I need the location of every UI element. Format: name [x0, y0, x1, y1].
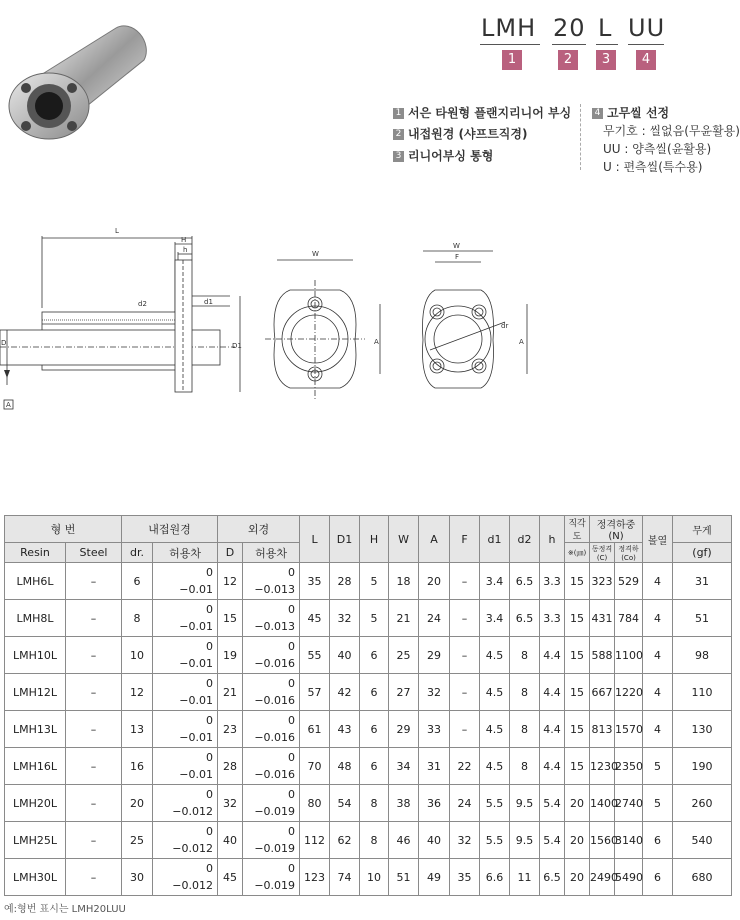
th-H: H: [360, 516, 389, 563]
cell-d1: 4.5: [480, 637, 510, 674]
cell-W: 21: [389, 600, 419, 637]
tolerance-upper: 0: [288, 714, 296, 727]
tolerance-lower: −0.019: [254, 879, 296, 892]
cell-D: 28: [218, 748, 243, 785]
cell-d2: 9.5: [510, 822, 540, 859]
cell-A: 32: [419, 674, 450, 711]
cell-A: 31: [419, 748, 450, 785]
tolerance-upper: 0: [288, 566, 296, 579]
cell-balls: 4: [643, 637, 673, 674]
cell-steel: –: [66, 600, 122, 637]
tolerance-upper: 0: [288, 603, 296, 616]
th-D1: D1: [330, 516, 360, 563]
cell-tolerance-inner: [153, 674, 218, 711]
cell-L: 61: [300, 711, 330, 748]
cell-C: 588: [590, 637, 615, 674]
table-row: [5, 711, 732, 748]
cell-resin: LMH20L: [5, 785, 66, 822]
tolerance-upper: 0: [206, 751, 214, 764]
tolerance-lower: −0.016: [254, 657, 296, 670]
cell-resin: LMH6L: [5, 563, 66, 600]
cell-w: 51: [673, 600, 732, 637]
legend-seal-title: 4 고무씰 선정: [592, 104, 669, 121]
cell-perp: 15: [565, 563, 590, 600]
cell-h: 5.4: [540, 785, 565, 822]
dim-label-W: W: [312, 250, 319, 258]
cell-steel: –: [66, 748, 122, 785]
cell-A: 49: [419, 859, 450, 896]
cell-D: 45: [218, 859, 243, 896]
th-tolerance-outer: 허용차: [243, 543, 300, 563]
tolerance-upper: 0: [288, 640, 296, 653]
cell-perp: 20: [565, 785, 590, 822]
cell-F: –: [450, 600, 480, 637]
code-number-1: 1: [502, 50, 522, 70]
th-D: D: [218, 543, 243, 563]
tolerance-upper: 0: [206, 566, 214, 579]
cell-D: 23: [218, 711, 243, 748]
cell-L: 123: [300, 859, 330, 896]
cell-D1: 28: [330, 563, 360, 600]
cell-resin: LMH13L: [5, 711, 66, 748]
dim-label-D: D: [1, 339, 7, 347]
cell-tolerance-inner: [153, 600, 218, 637]
cell-perp: 15: [565, 637, 590, 674]
code-part-type: L: [598, 14, 613, 42]
tolerance-upper: 0: [206, 640, 214, 653]
cell-dr: 10: [122, 637, 153, 674]
cell-dr: 30: [122, 859, 153, 896]
cell-resin: LMH30L: [5, 859, 66, 896]
table-header-row: [5, 516, 732, 543]
tolerance-upper: 0: [206, 788, 214, 801]
cell-w: 98: [673, 637, 732, 674]
cell-w: 680: [673, 859, 732, 896]
th-perpendicularity: 직각도: [565, 516, 590, 543]
cell-balls: 6: [643, 822, 673, 859]
th-dynamic-load: 동정격(C): [590, 543, 615, 563]
tolerance-lower: −0.016: [254, 731, 296, 744]
spec-table: [4, 515, 732, 896]
tolerance-lower: −0.01: [179, 583, 214, 596]
code-underline: [552, 44, 586, 45]
tolerance-lower: −0.01: [179, 620, 214, 633]
cell-D1: 40: [330, 637, 360, 674]
code-underline: [480, 44, 540, 45]
th-weight: 무게: [673, 516, 732, 543]
th-tolerance-inner: 허용차: [153, 543, 218, 563]
example-caption: 예:형번 표시는 LMH20LUU: [4, 904, 126, 915]
cell-tolerance-outer: [243, 785, 300, 822]
cell-D: 40: [218, 822, 243, 859]
th-d1: d1: [480, 516, 510, 563]
tolerance-lower: −0.016: [254, 768, 296, 781]
cell-dr: 12: [122, 674, 153, 711]
dim-label-h: h: [183, 246, 188, 254]
cell-balls: 6: [643, 859, 673, 896]
cell-C: 431: [590, 600, 615, 637]
cell-H: 5: [360, 563, 389, 600]
product-photo: [4, 18, 154, 148]
code-underline: [628, 44, 664, 45]
cell-w: 190: [673, 748, 732, 785]
cell-d1: 4.5: [480, 674, 510, 711]
cell-dr: 6: [122, 563, 153, 600]
cell-dr: 8: [122, 600, 153, 637]
cell-d2: 8: [510, 711, 540, 748]
dim-label-d1: d1: [204, 298, 213, 306]
cell-D1: 54: [330, 785, 360, 822]
tolerance-lower: −0.012: [172, 805, 214, 818]
cell-L: 57: [300, 674, 330, 711]
cell-L: 35: [300, 563, 330, 600]
cell-d2: 8: [510, 674, 540, 711]
cell-tolerance-inner: [153, 637, 218, 674]
cell-L: 45: [300, 600, 330, 637]
cell-D: 32: [218, 785, 243, 822]
th-F: F: [450, 516, 480, 563]
table-row: [5, 674, 732, 711]
cell-resin: LMH12L: [5, 674, 66, 711]
cell-D: 19: [218, 637, 243, 674]
tolerance-upper: 0: [288, 825, 296, 838]
table-row: [5, 785, 732, 822]
cell-D1: 62: [330, 822, 360, 859]
th-weight-unit: (gf): [673, 543, 732, 563]
cell-w: 130: [673, 711, 732, 748]
legend-divider: [580, 104, 581, 170]
tolerance-lower: −0.013: [254, 620, 296, 633]
cell-dr: 25: [122, 822, 153, 859]
cell-F: 24: [450, 785, 480, 822]
cell-steel: –: [66, 711, 122, 748]
cell-Co: 1220: [615, 674, 643, 711]
cell-Co: 3140: [615, 822, 643, 859]
cell-C: 813: [590, 711, 615, 748]
cell-D: 12: [218, 563, 243, 600]
cell-D1: 48: [330, 748, 360, 785]
cell-F: 32: [450, 822, 480, 859]
table-row: [5, 859, 732, 896]
tolerance-lower: −0.012: [172, 879, 214, 892]
cell-tolerance-inner: [153, 785, 218, 822]
cell-perp: 20: [565, 822, 590, 859]
cell-steel: –: [66, 674, 122, 711]
cell-steel: –: [66, 785, 122, 822]
cell-Co: 2740: [615, 785, 643, 822]
cell-tolerance-outer: [243, 600, 300, 637]
table-row: [5, 822, 732, 859]
cell-resin: LMH25L: [5, 822, 66, 859]
th-static-load: 정격하(Co): [615, 543, 643, 563]
cell-Co: 784: [615, 600, 643, 637]
th-resin: Resin: [5, 543, 66, 563]
cell-Co: 1570: [615, 711, 643, 748]
cell-W: 51: [389, 859, 419, 896]
cell-w: 31: [673, 563, 732, 600]
cell-H: 6: [360, 637, 389, 674]
cell-steel: –: [66, 563, 122, 600]
cell-steel: –: [66, 637, 122, 674]
cell-tolerance-outer: [243, 563, 300, 600]
cell-L: 112: [300, 822, 330, 859]
cell-h: 5.4: [540, 822, 565, 859]
cell-steel: –: [66, 859, 122, 896]
tolerance-lower: −0.019: [254, 842, 296, 855]
cell-H: 6: [360, 711, 389, 748]
cell-tolerance-outer: [243, 748, 300, 785]
cell-L: 70: [300, 748, 330, 785]
cell-H: 6: [360, 748, 389, 785]
cell-perp: 20: [565, 859, 590, 896]
table-row: [5, 600, 732, 637]
cell-h: 4.4: [540, 674, 565, 711]
cell-perp: 15: [565, 674, 590, 711]
cell-perp: 15: [565, 748, 590, 785]
dim-label-L: L: [115, 227, 119, 235]
cell-dr: 13: [122, 711, 153, 748]
cell-tolerance-inner: [153, 748, 218, 785]
cell-h: 3.3: [540, 600, 565, 637]
tolerance-upper: 0: [206, 862, 214, 875]
cell-balls: 4: [643, 600, 673, 637]
cell-h: 4.4: [540, 637, 565, 674]
cell-D1: 43: [330, 711, 360, 748]
code-number-2: 2: [558, 50, 578, 70]
legend-seal-option: 무기호 : 씰없음(무윤활용): [603, 124, 740, 138]
cell-balls: 4: [643, 674, 673, 711]
dim-label-F: F: [455, 253, 460, 261]
cell-H: 6: [360, 674, 389, 711]
tolerance-upper: 0: [206, 714, 214, 727]
tolerance-upper: 0: [288, 788, 296, 801]
cell-A: 40: [419, 822, 450, 859]
cell-d2: 11: [510, 859, 540, 896]
cell-W: 29: [389, 711, 419, 748]
cell-D: 15: [218, 600, 243, 637]
cell-Co: 2350: [615, 748, 643, 785]
cell-d1: 3.4: [480, 563, 510, 600]
dim-label-A: A: [519, 338, 524, 346]
cell-tolerance-inner: [153, 563, 218, 600]
th-L: L: [300, 516, 330, 563]
legend-item: 2 내접원경 (샤프트직경): [393, 125, 527, 142]
tolerance-lower: −0.01: [179, 657, 214, 670]
cell-A: 29: [419, 637, 450, 674]
th-model: 형 번: [5, 516, 122, 543]
cell-d1: 4.5: [480, 711, 510, 748]
dim-label-W: W: [453, 242, 460, 250]
cell-W: 38: [389, 785, 419, 822]
th-inner-diameter: 내접원경: [122, 516, 218, 543]
cell-D1: 42: [330, 674, 360, 711]
dim-label-D1: D1: [232, 342, 242, 350]
cell-balls: 5: [643, 748, 673, 785]
cell-D: 21: [218, 674, 243, 711]
code-underline: [596, 44, 618, 45]
cell-W: 25: [389, 637, 419, 674]
front-view-drawing-4hole: [405, 240, 540, 410]
cell-d2: 6.5: [510, 600, 540, 637]
cell-F: 35: [450, 859, 480, 896]
tolerance-upper: 0: [288, 677, 296, 690]
th-rated-load: 정격하중(N): [590, 516, 643, 543]
cell-W: 46: [389, 822, 419, 859]
cell-balls: 4: [643, 563, 673, 600]
cell-C: 1400: [590, 785, 615, 822]
dim-label-H: H: [181, 236, 187, 244]
code-part-size: 20: [553, 14, 586, 42]
th-steel: Steel: [66, 543, 122, 563]
dim-label-A: A: [374, 338, 379, 346]
cell-C: 667: [590, 674, 615, 711]
cell-C: 1560: [590, 822, 615, 859]
cell-C: 2490: [590, 859, 615, 896]
cell-D1: 32: [330, 600, 360, 637]
cell-tolerance-outer: [243, 637, 300, 674]
cell-tolerance-inner: [153, 711, 218, 748]
cell-h: 4.4: [540, 748, 565, 785]
cell-D1: 74: [330, 859, 360, 896]
cell-h: 4.4: [540, 711, 565, 748]
datum-label: A: [6, 401, 11, 409]
cell-H: 8: [360, 822, 389, 859]
cell-dr: 16: [122, 748, 153, 785]
legend-seal-option: UU : 양측씰(윤활용): [603, 142, 712, 156]
cell-tolerance-outer: [243, 674, 300, 711]
cell-d2: 8: [510, 637, 540, 674]
tolerance-upper: 0: [288, 862, 296, 875]
tolerance-upper: 0: [206, 677, 214, 690]
tolerance-lower: −0.016: [254, 694, 296, 707]
cell-L: 80: [300, 785, 330, 822]
cell-F: 22: [450, 748, 480, 785]
dim-label-d2: d2: [138, 300, 147, 308]
th-d2: d2: [510, 516, 540, 563]
legend-seal-option: U : 편측씰(특수용): [603, 160, 703, 174]
table-row: [5, 748, 732, 785]
cell-A: 33: [419, 711, 450, 748]
tolerance-upper: 0: [206, 603, 214, 616]
code-part-seal: UU: [628, 14, 666, 42]
cell-tolerance-outer: [243, 859, 300, 896]
cell-w: 260: [673, 785, 732, 822]
cell-tolerance-inner: [153, 822, 218, 859]
th-perp-unit: ※(㎛): [565, 543, 590, 563]
cell-Co: 5490: [615, 859, 643, 896]
cell-H: 8: [360, 785, 389, 822]
cell-h: 3.3: [540, 563, 565, 600]
th-h: h: [540, 516, 565, 563]
cell-d1: 3.4: [480, 600, 510, 637]
tolerance-lower: −0.012: [172, 842, 214, 855]
table-row: [5, 563, 732, 600]
cell-F: –: [450, 711, 480, 748]
cell-w: 540: [673, 822, 732, 859]
th-outer-diameter: 외경: [218, 516, 300, 543]
cell-tolerance-outer: [243, 822, 300, 859]
cell-Co: 1100: [615, 637, 643, 674]
cell-F: –: [450, 563, 480, 600]
cell-d1: 5.5: [480, 822, 510, 859]
cell-L: 55: [300, 637, 330, 674]
cell-Co: 529: [615, 563, 643, 600]
side-view-drawing: [0, 220, 250, 415]
tolerance-lower: −0.01: [179, 768, 214, 781]
cell-perp: 15: [565, 711, 590, 748]
cell-tolerance-inner: [153, 859, 218, 896]
cell-H: 10: [360, 859, 389, 896]
cell-balls: 4: [643, 711, 673, 748]
cell-C: 1230: [590, 748, 615, 785]
cell-h: 6.5: [540, 859, 565, 896]
cell-F: –: [450, 637, 480, 674]
cell-A: 36: [419, 785, 450, 822]
cell-W: 34: [389, 748, 419, 785]
cell-A: 20: [419, 563, 450, 600]
cell-W: 27: [389, 674, 419, 711]
cell-dr: 20: [122, 785, 153, 822]
code-number-3: 3: [596, 50, 616, 70]
th-W: W: [389, 516, 419, 563]
cell-tolerance-outer: [243, 711, 300, 748]
legend-item: 1 서은 타원형 플랜지리니어 부싱: [393, 104, 571, 121]
tolerance-lower: −0.013: [254, 583, 296, 596]
code-part-series: LMH: [481, 14, 537, 42]
cell-d1: 6.6: [480, 859, 510, 896]
cell-w: 110: [673, 674, 732, 711]
th-dr: dr.: [122, 543, 153, 563]
code-number-4: 4: [636, 50, 656, 70]
cell-resin: LMH8L: [5, 600, 66, 637]
cell-H: 5: [360, 600, 389, 637]
cell-resin: LMH16L: [5, 748, 66, 785]
cell-perp: 15: [565, 600, 590, 637]
cell-resin: LMH10L: [5, 637, 66, 674]
th-A: A: [419, 516, 450, 563]
cell-d2: 9.5: [510, 785, 540, 822]
tolerance-upper: 0: [206, 825, 214, 838]
cell-W: 18: [389, 563, 419, 600]
tolerance-lower: −0.01: [179, 694, 214, 707]
legend-item: 3 리니어부싱 통형: [393, 147, 493, 164]
cell-d2: 8: [510, 748, 540, 785]
cell-F: –: [450, 674, 480, 711]
tolerance-lower: −0.019: [254, 805, 296, 818]
dim-label-dr: dr: [501, 322, 509, 330]
cell-d1: 4.5: [480, 748, 510, 785]
cell-d2: 6.5: [510, 563, 540, 600]
cell-steel: –: [66, 822, 122, 859]
cell-A: 24: [419, 600, 450, 637]
table-row: [5, 637, 732, 674]
cell-balls: 5: [643, 785, 673, 822]
front-view-drawing: [265, 240, 395, 410]
tolerance-lower: −0.01: [179, 731, 214, 744]
th-ball-rows: 볼열: [643, 516, 673, 563]
cell-C: 323: [590, 563, 615, 600]
tolerance-upper: 0: [288, 751, 296, 764]
cell-d1: 5.5: [480, 785, 510, 822]
